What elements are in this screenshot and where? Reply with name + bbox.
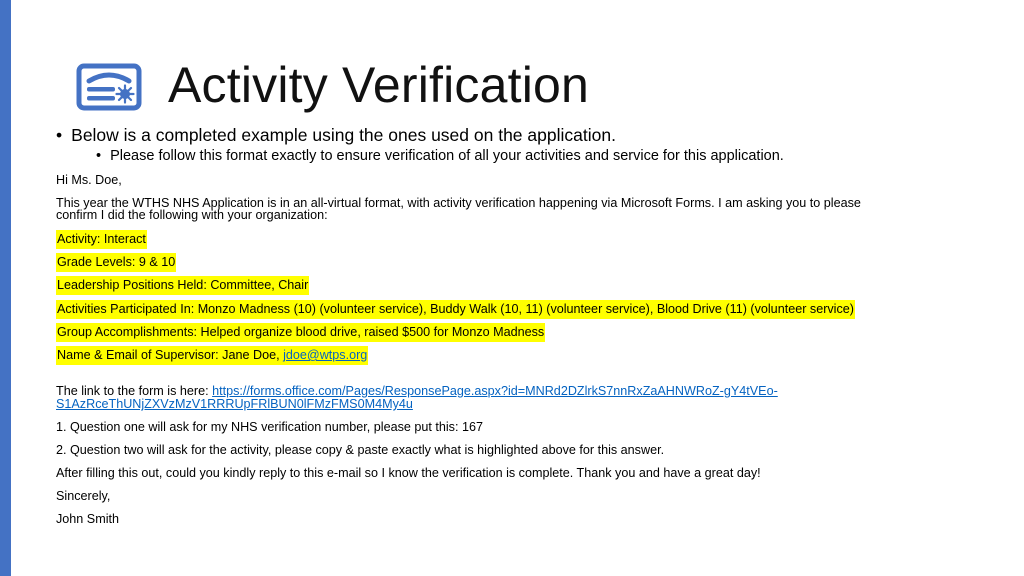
- closing-request: After filling this out, could you kindly reply to this e-mail so I know the verification is complete. Thank you and have a great day!: [56, 466, 761, 480]
- form-link-url-part-1[interactable]: https://forms.office.com/Pages/ResponsePage.aspx?id=MNRd2DZlrkS7nnRxZaAHNWRoZ-gY4tVEo-: [212, 384, 778, 398]
- supervisor-highlight: [56, 346, 368, 365]
- activities-text: Activities Participated In: Monzo Madness (10) (volunteer service), Buddy Walk (10, 11) (volunteer service), Blood Drive (11) (volunteer service): [56, 300, 855, 319]
- bullet-glyph: •: [56, 125, 63, 145]
- question-two: 2. Question two will ask for the activity, please copy & paste exactly what is highlighted above for this answer.: [56, 443, 665, 457]
- sign-off: Sincerely,: [56, 489, 111, 503]
- leadership-text: Leadership Positions Held: Committee, Chair: [56, 276, 309, 295]
- leadership-line: [56, 279, 309, 292]
- supervisor-line: [56, 349, 368, 362]
- bullet-sub-text: Please follow this format exactly to ensure verification of all your activities and service for this application.: [110, 148, 784, 164]
- email-intro-line-2: confirm I did the following with your organization:: [56, 208, 328, 222]
- grade-levels-line: [56, 256, 176, 269]
- activity-line: [56, 233, 147, 246]
- left-accent-bar: [0, 0, 11, 576]
- grade-levels-text: Grade Levels: 9 & 10: [56, 253, 176, 272]
- email-greeting: Hi Ms. Doe,: [56, 173, 122, 187]
- accomplishments-text: Group Accomplishments: Helped organize blood drive, raised $500 for Monzo Madness: [56, 323, 545, 342]
- activity-text: Activity: Interact: [56, 230, 147, 249]
- signature: John Smith: [56, 512, 119, 526]
- question-one: 1. Question one will ask for my NHS verification number, please put this: 167: [56, 420, 483, 434]
- page-title: Activity Verification: [168, 57, 590, 113]
- form-link-line-2: [56, 398, 413, 411]
- bullet-glyph: •: [96, 148, 102, 164]
- email-intro-line-1: This year the WTHS NHS Application is in an all-virtual format, with activity verification happening via Microsoft Forms. I am asking you to please: [56, 196, 861, 210]
- bullet-main: [56, 124, 616, 146]
- accomplishments-line: [56, 326, 545, 339]
- form-link-label: The link to the form is here:: [56, 384, 213, 398]
- contact-card-icon: [76, 63, 142, 111]
- bullet-main-text: Below is a completed example using the ones used on the application.: [71, 125, 616, 145]
- supervisor-label: Name & Email of Supervisor: Jane Doe,: [57, 348, 284, 362]
- activities-line: [56, 303, 855, 316]
- supervisor-email-link[interactable]: jdoe@wtps.org: [283, 348, 368, 362]
- bullet-sub: [96, 147, 784, 165]
- form-link-url-part-2[interactable]: S1AzRceThUNjZXVzMzV1RRRUpFRlBUN0lFMzFMS0M4My4u: [56, 397, 413, 411]
